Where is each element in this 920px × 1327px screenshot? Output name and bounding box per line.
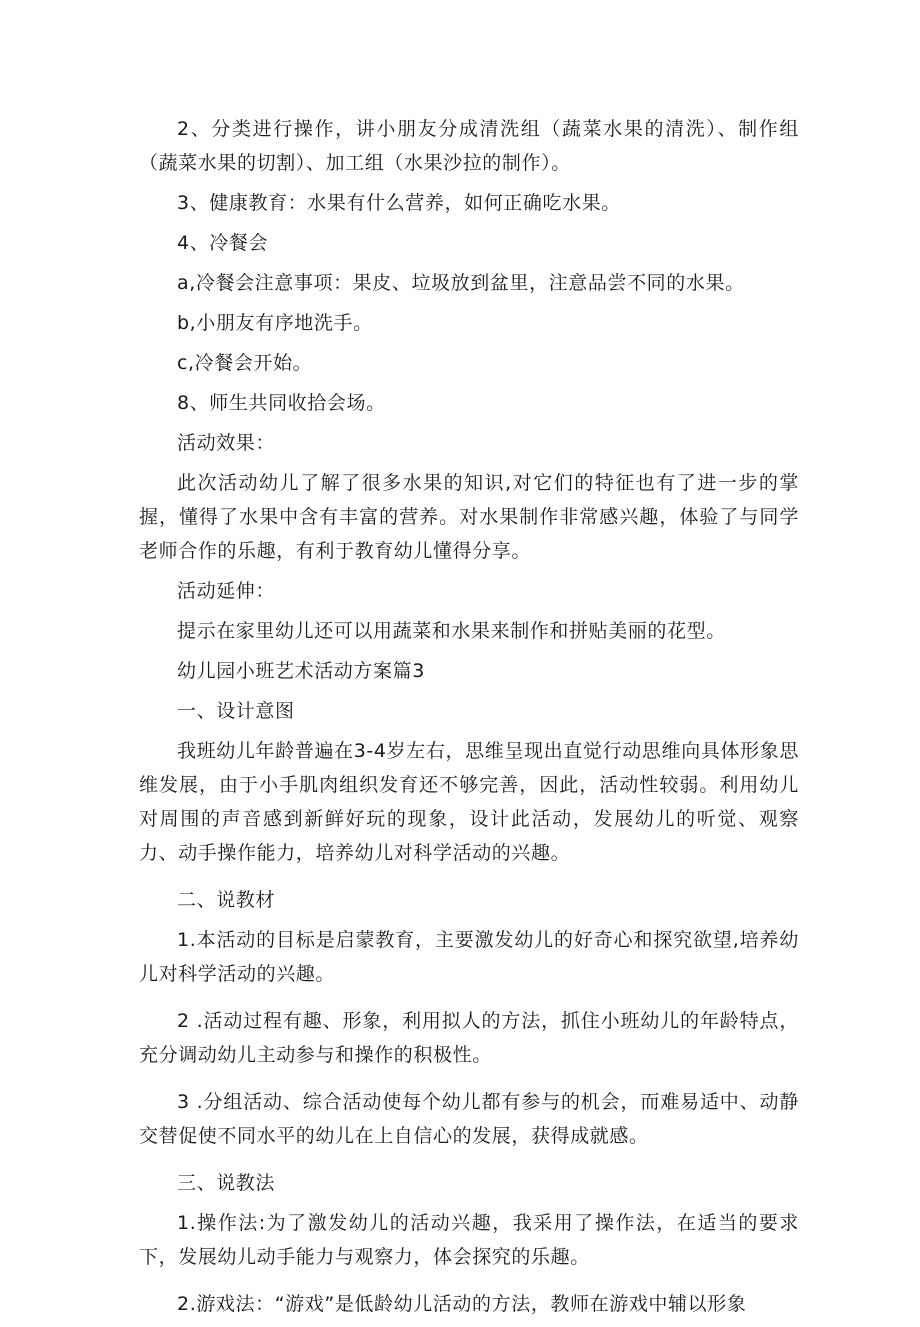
paragraph-method-1: 1.操作法:为了激发幼儿的活动兴趣，我采用了操作法，在适当的要求下，发展幼儿动手能力与观察力，体会探究的乐趣。	[139, 1212, 799, 1268]
document-body	[139, 112, 799, 1327]
heading-design-intent: 一、设计意图	[177, 700, 295, 722]
paragraph-step-4c: c,冷餐会开始。	[177, 352, 313, 374]
section-title-plan-3: 幼儿园小班艺术活动方案篇3	[177, 660, 425, 682]
heading-teaching-material: 二、说教材	[177, 889, 276, 911]
paragraph-step-4b: b,小朋友有序地洗手。	[177, 312, 373, 334]
paragraph-step-2: 2、分类进行操作，讲小朋友分成清洗组（蔬菜水果的清洗）、制作组（蔬菜水果的切割）、加工组（水果沙拉的制作）。	[139, 118, 799, 174]
paragraph-step-8: 8、师生共同收拾会场。	[177, 392, 386, 414]
paragraph-activity-extension: 提示在家里幼儿还可以用蔬菜和水果来制作和拼贴美丽的花型。	[177, 620, 726, 642]
paragraph-method-2: 2.游戏法：“游戏”是低龄幼儿活动的方法，教师在游戏中辅以形象	[177, 1293, 747, 1315]
paragraph-step-3: 3、健康教育：水果有什么营养，如何正确吃水果。	[177, 192, 621, 214]
paragraph-step-4: 4、冷餐会	[177, 232, 269, 254]
heading-teaching-method: 三、说教法	[177, 1172, 276, 1194]
paragraph-step-4a: a,冷餐会注意事项：果皮、垃圾放到盆里，注意品尝不同的水果。	[177, 272, 745, 294]
heading-activity-effect: 活动效果：	[177, 432, 276, 454]
heading-activity-extension: 活动延伸：	[177, 580, 276, 602]
paragraph-material-1: 1.本活动的目标是启蒙教育，主要激发幼儿的好奇心和探究欲望,培养幼儿对科学活动的兴趣。	[139, 929, 799, 985]
paragraph-material-2: 2 .活动过程有趣、形象，利用拟人的方法，抓住小班幼儿的年龄特点，充分调动幼儿主动参与和操作的积极性。	[139, 1010, 799, 1066]
paragraph-design-intent: 我班幼儿年龄普遍在3-4岁左右，思维呈现出直觉行动思维向具体形象思维发展，由于小手肌肉组织发育还不够完善，因此，活动性较弱。利用幼儿对周围的声音感到新鲜好玩的现象，设计此活动，发展幼儿的听觉、观察力、动手操作能力，培养幼儿对科学活动的兴趣。	[139, 740, 799, 864]
paragraph-activity-effect: 此次活动幼儿了解了很多水果的知识,对它们的特征也有了进一步的掌握，懂得了水果中含有丰富的营养。对水果制作非常感兴趣，体验了与同学老师合作的乐趣，有利于教育幼儿懂得分享。	[139, 472, 799, 562]
paragraph-material-3: 3 .分组活动、综合活动使每个幼儿都有参与的机会，而难易适中、动静交替促使不同水平的幼儿在上自信心的发展，获得成就感。	[139, 1091, 799, 1147]
